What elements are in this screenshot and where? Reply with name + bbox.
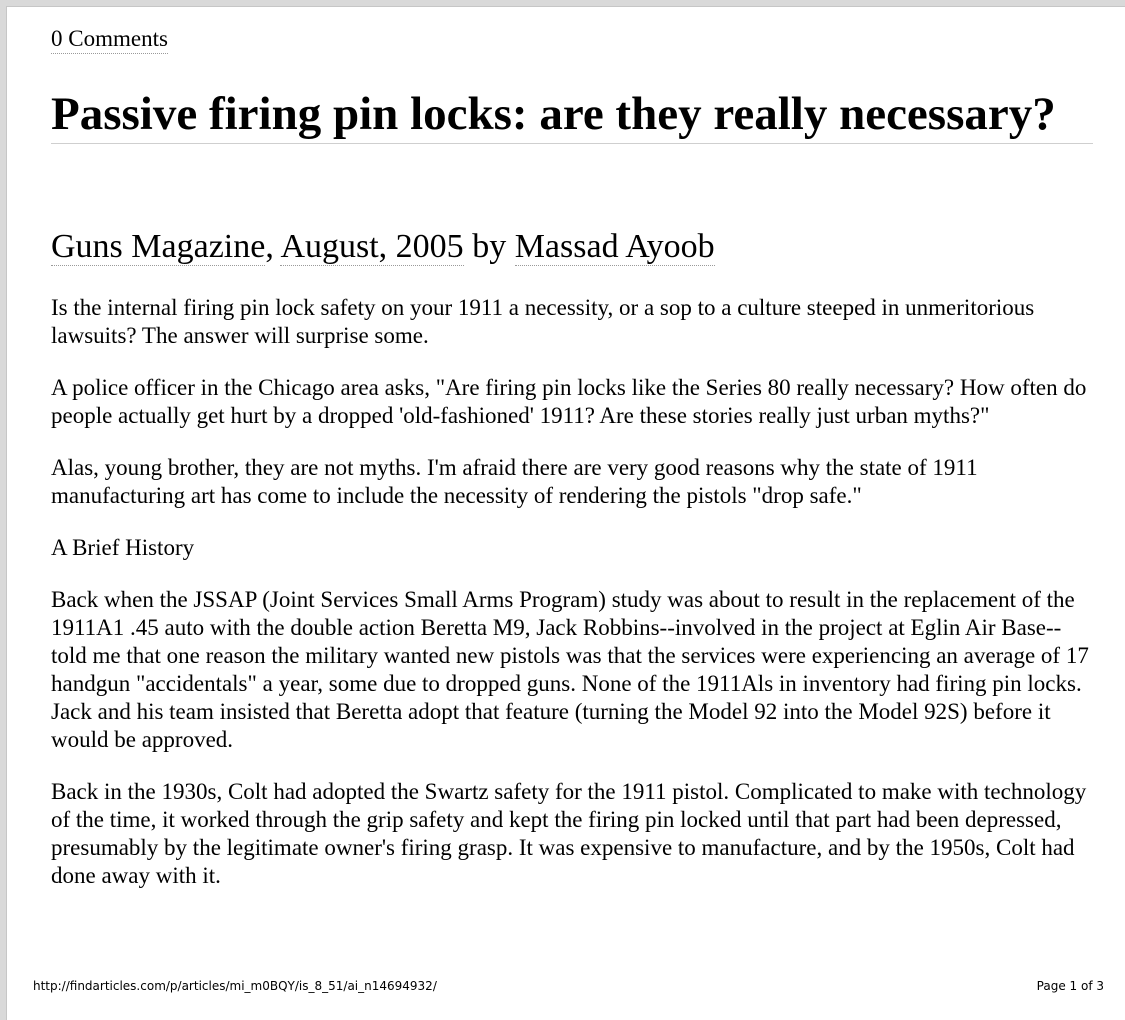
comments-link[interactable]: 0 Comments [51, 25, 168, 54]
author-link[interactable]: Massad Ayoob [514, 228, 715, 265]
byline-by: by [472, 228, 507, 265]
page-number: Page 1 of 3 [1036, 979, 1104, 993]
article-title: Passive firing pin locks: are they really necessary? [51, 87, 1093, 144]
byline-comma: , [265, 228, 281, 265]
issue-date-link[interactable]: August, 2005 [280, 228, 464, 265]
article-byline [51, 225, 715, 269]
section-heading: A Brief History [51, 535, 195, 560]
paragraph: Is the internal firing pin lock safety on your 1911 a necessity, or a sop to a culture steeped in unmeritorious lawsuits? The answer will surprise some. [51, 295, 1035, 348]
print-page [6, 6, 1125, 1020]
paragraph: Alas, young brother, they are not myths. I'm afraid there are very good reasons why the state of 1911 manufacturing art has come to include the necessity of rendering the pistols "drop safe." [51, 455, 978, 508]
publication-link[interactable]: Guns Magazine [51, 228, 266, 265]
article-body [51, 294, 1093, 914]
paragraph: Back when the JSSAP (Joint Services Small Arms Program) study was about to result in the replacement of the 1911A1 .45 auto with the double action Beretta M9, Jack Robbins--involved in the project at Eglin Air Base--told me that one reason the military wanted new pistols was that the services were experiencing an average of 17 handgun "accidentals" a year, some due to dropped guns. None of the 1911Als in inventory had firing pin locks. Jack and his team insisted that Beretta adopt that feature (turning the Model 92 into the Model 92S) before it would be approved. [51, 587, 1089, 752]
footer-url: http://findarticles.com/p/articles/mi_m0BQY/is_8_51/ai_n14694932/ [33, 979, 437, 993]
paragraph: A police officer in the Chicago area asks, "Are firing pin locks like the Series 80 really necessary? How often do people actually get hurt by a dropped 'old-fashioned' 1911? Are these stories really just urban myths?" [51, 375, 1087, 428]
paragraph: Back in the 1930s, Colt had adopted the Swartz safety for the 1911 pistol. Complicated to make with technology of the time, it worked through the grip safety and kept the firing pin locked until that part had been depressed, presumably by the legitimate owner's firing grasp. It was expensive to manufacture, and by the 1950s, Colt had done away with it. [51, 779, 1087, 888]
